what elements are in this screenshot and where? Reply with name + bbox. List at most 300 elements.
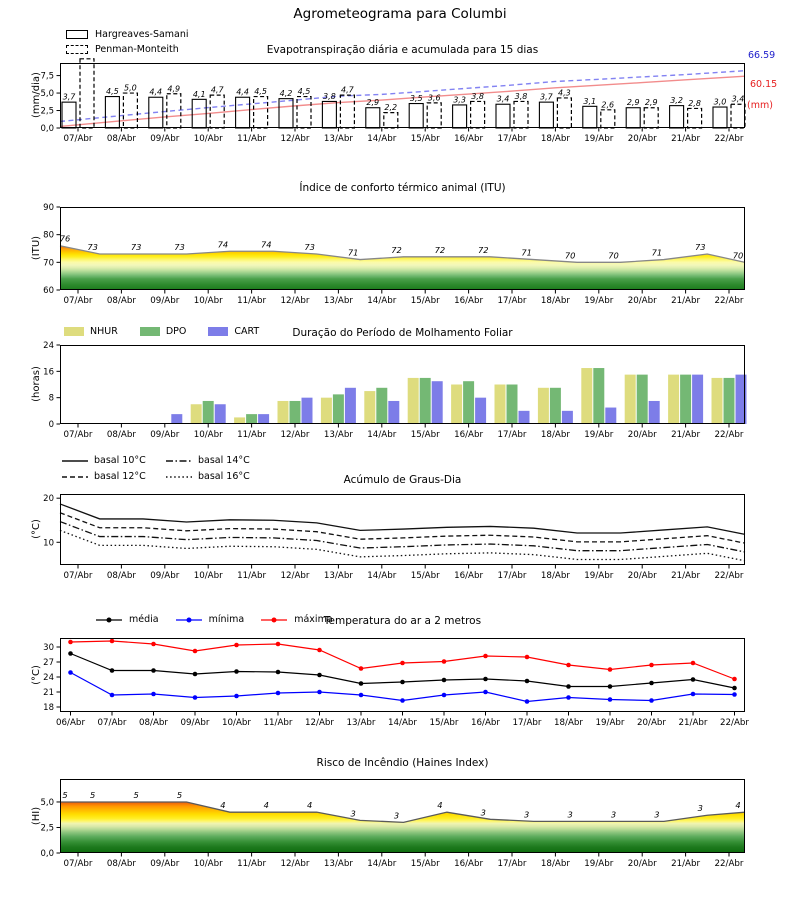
wetness-bar [376,388,387,424]
svg-text:4,2: 4,2 [279,89,293,99]
svg-text:2,9: 2,9 [626,98,640,108]
hargreaves-bar [713,107,727,128]
svg-text:4,3: 4,3 [558,88,571,98]
legend-label: Penman-Monteith [95,44,179,55]
wetness-bar [345,388,356,424]
line-dashed [60,513,745,543]
temp-series-média [68,651,737,690]
wetness-bar [475,398,486,424]
svg-text:3,3: 3,3 [453,95,466,105]
x-tick-label: 11/Abr [263,718,293,728]
x-tick-label: 15/Abr [410,571,440,581]
hargreaves-bar [322,101,336,128]
y-tick-label: 5,0 [40,89,54,100]
wetness-bar [364,391,375,424]
x-tick-label: 13/Abr [323,430,353,440]
x-tick-label: 22/Abr [714,571,744,581]
wetness-bar [519,411,530,424]
bar-value-labels [540,88,571,101]
svg-text:4: 4 [735,800,741,811]
temp-marker [68,640,73,645]
wetness-bar [171,414,182,424]
temp-marker [193,695,198,700]
x-tick-label: 22/Abr [714,134,744,144]
evapo-chart [40,63,745,144]
legend-label: basal 10°C [94,455,146,466]
x-tick-label: 12/Abr [280,571,310,581]
wetness-bar [215,404,226,424]
legend-label: Hargreaves-Samani [95,29,189,40]
svg-text:72: 72 [478,244,489,255]
temp-marker [525,655,530,660]
legend-label: mínima [208,614,245,625]
svg-text:2,6: 2,6 [601,100,615,110]
svg-text:4,4: 4,4 [236,87,249,97]
hargreaves-bar [236,97,250,128]
legend-label: CART [234,326,260,337]
temp-marker [566,663,571,668]
wetness-bar [680,375,691,424]
svg-text:71: 71 [521,247,532,258]
degreeday-ylabel: (°C) [31,519,42,539]
svg-text:3: 3 [654,809,660,820]
x-tick-label: 17/Abr [497,571,527,581]
svg-text:72: 72 [434,244,446,255]
x-tick-label: 11/Abr [237,430,267,440]
svg-text:4: 4 [220,800,226,811]
svg-text:70: 70 [564,250,576,261]
svg-text:71: 71 [347,247,359,258]
wetness-bar [712,378,723,424]
temperature-chart [43,638,750,728]
x-tick-label: 09/Abr [150,134,180,144]
svg-text:73: 73 [130,242,142,253]
y-tick-label: 10 [43,538,54,549]
y-tick-label: 80 [43,230,54,241]
bar-value-labels [323,86,355,101]
svg-text:76: 76 [59,233,71,244]
x-tick-label: 13/Abr [323,296,353,306]
x-tick-label: 15/Abr [429,718,459,728]
temp-marker [525,679,530,684]
x-tick-label: 13/Abr [323,859,353,869]
x-tick-label: 16/Abr [454,134,484,144]
svg-text:70: 70 [732,250,744,261]
hargreaves-bar [539,102,553,128]
temp-marker [691,661,696,666]
x-tick-label: 17/Abr [497,430,527,440]
svg-text:5: 5 [90,789,96,800]
x-tick-label: 17/Abr [497,134,527,144]
penman-bar [644,108,658,128]
temp-marker [732,677,737,682]
x-tick-label: 19/Abr [584,430,614,440]
svg-text:3: 3 [567,809,573,820]
area-fill [60,246,745,290]
svg-text:71: 71 [651,247,663,258]
svg-text:5: 5 [62,789,68,800]
penman-bar [557,98,571,128]
x-tick-label: 16/Abr [454,571,484,581]
degreeday-line [60,530,745,560]
degreeday-line [60,513,745,543]
temp-marker [151,668,156,673]
x-tick-label: 08/Abr [106,571,136,581]
area-fill [60,802,745,853]
x-tick-label: 12/Abr [280,296,310,306]
svg-text:3: 3 [697,803,703,814]
temp-marker [442,693,447,698]
x-tick-label: 12/Abr [280,430,310,440]
svg-text:5,0: 5,0 [124,83,137,93]
svg-text:74: 74 [217,239,229,250]
x-tick-label: 21/Abr [671,430,701,440]
temp-marker [110,693,115,698]
svg-text:4,5: 4,5 [297,87,311,97]
temp-marker [68,651,73,656]
wetness-bar [408,378,419,424]
x-tick-label: 19/Abr [595,718,625,728]
temp-marker [691,677,696,682]
temp-marker [193,672,198,677]
x-tick-label: 08/Abr [106,296,136,306]
svg-text:5: 5 [176,789,183,800]
penman-bar [688,108,702,128]
x-tick-label: 14/Abr [367,296,397,306]
wetness-bar [507,385,518,425]
degreeday-line [60,522,745,552]
x-tick-label: 10/Abr [193,571,223,581]
temp-marker [359,666,364,671]
haines-ylabel: (HI) [31,806,42,826]
temp-marker [359,681,364,686]
x-tick-label: 13/Abr [323,571,353,581]
temp-marker [317,673,322,678]
svg-text:4: 4 [307,800,313,811]
x-tick-label: 18/Abr [540,859,570,869]
svg-text:3,7: 3,7 [540,92,553,102]
x-tick-label: 22/Abr [714,859,744,869]
x-tick-label: 18/Abr [540,296,570,306]
svg-text:4,1: 4,1 [192,89,206,99]
x-tick-label: 10/Abr [193,296,223,306]
wetness-bar [637,375,648,424]
x-tick-label: 12/Abr [280,134,310,144]
x-tick-label: 15/Abr [410,859,440,869]
temp-series-mínima [68,670,737,704]
mm-unit-annotation: (mm) [747,100,773,111]
svg-text:3,4: 3,4 [731,94,745,104]
wetness-ylabel: (horas) [31,366,42,402]
wetness-bar [246,414,257,424]
wetness-bar [333,394,344,424]
bar-value-labels [583,97,614,109]
x-tick-label: 08/Abr [106,134,136,144]
x-tick-label: 20/Abr [627,430,657,440]
wetness-bar [388,401,399,424]
temp-marker [649,681,654,686]
legend-item-basal10 [62,455,166,466]
temp-marker [483,677,488,682]
svg-text:3: 3 [524,809,530,820]
wetness-chart [43,341,745,440]
penman-bar [731,104,745,128]
legend-label: média [129,614,159,625]
wetness-bar [649,401,660,424]
x-tick-label: 11/Abr [237,571,267,581]
svg-text:3: 3 [350,808,356,819]
x-tick-label: 17/Abr [497,296,527,306]
x-tick-label: 08/Abr [106,859,136,869]
penman-bar [514,101,528,128]
x-tick-label: 10/Abr [193,134,223,144]
svg-text:3,0: 3,0 [713,97,727,107]
wetness-bar [278,401,289,424]
x-tick-label: 13/Abr [346,718,376,728]
hargreaves-bar [366,108,380,128]
temp-marker [276,670,281,675]
wetness-bar [463,381,474,424]
svg-text:4,7: 4,7 [210,85,224,95]
temp-marker [151,642,156,647]
temp-marker [110,668,115,673]
x-tick-label: 15/Abr [410,430,440,440]
x-tick-label: 08/Abr [138,718,169,728]
x-tick-label: 18/Abr [540,430,570,440]
temp-marker [234,669,239,674]
hargreaves-bar [105,97,119,128]
temp-marker [649,663,654,668]
temp-marker [400,698,405,703]
x-tick-label: 20/Abr [627,296,657,306]
wetness-bar [625,375,636,424]
svg-text:2,8: 2,8 [688,98,701,108]
y-tick-label: 60 [43,286,54,296]
svg-text:3,6: 3,6 [427,93,441,103]
pm-total-annotation: 66.59 [748,50,776,61]
temp-marker [732,692,737,697]
y-tick-label: 30 [43,643,54,653]
hargreaves-bar [409,104,423,128]
temp-marker [151,692,156,697]
svg-text:3,8: 3,8 [323,91,336,101]
y-tick-label: 18 [43,703,54,713]
bar-value-labels [627,98,658,107]
x-tick-label: 12/Abr [280,859,310,869]
x-tick-label: 10/Abr [221,718,252,728]
penman-bar [123,93,137,128]
x-tick-label: 12/Abr [304,718,335,728]
temp-marker [276,642,281,647]
x-tick-label: 14/Abr [367,571,397,581]
y-tick-label: 90 [43,203,54,213]
line-solid [60,504,745,534]
svg-text:3,8: 3,8 [514,91,528,101]
wetness-bar [593,368,604,424]
x-tick-label: 21/Abr [671,571,701,581]
penman-bar [297,97,311,128]
bar-value-labels [410,93,441,103]
svg-text:2,9: 2,9 [644,98,658,108]
x-tick-label: 21/Abr [671,134,701,144]
x-tick-label: 16/Abr [454,296,484,306]
x-tick-label: 18/Abr [553,718,584,728]
wetness-bar [538,388,549,424]
hargreaves-bar [583,106,597,128]
degreeday-chart [43,494,745,581]
x-tick-label: 09/Abr [150,571,180,581]
wetness-bar [550,388,561,424]
temp-marker [566,695,571,700]
x-tick-label: 16/Abr [470,718,501,728]
y-tick-label: 0 [48,420,54,430]
y-tick-label: 0,0 [40,849,54,859]
svg-text:73: 73 [695,242,706,253]
wetness-bar [302,398,313,424]
x-tick-label: 09/Abr [150,296,180,306]
y-tick-label: 2,5 [40,823,54,834]
x-tick-label: 09/Abr [180,718,210,728]
line-dotted [60,530,745,560]
svg-text:4,5: 4,5 [106,87,119,97]
temp-marker [483,654,488,659]
temp-marker [400,680,405,685]
temp-marker [442,659,447,664]
temp-marker [649,698,654,703]
wetness-bar [581,368,592,424]
temp-marker [442,678,447,683]
wetness-bar [290,401,301,424]
x-tick-label: 22/Abr [719,718,750,728]
x-tick-label: 08/Abr [106,430,136,440]
temp-marker [525,699,530,704]
legend-label: máxima [294,614,333,625]
x-tick-label: 13/Abr [323,134,353,144]
svg-text:73: 73 [174,242,185,253]
wetness-bar [432,381,443,424]
x-tick-label: 11/Abr [237,134,267,144]
temp-marker [317,648,322,653]
line-dashdot [60,522,745,552]
svg-text:4,5: 4,5 [254,87,267,97]
temp-marker [193,649,198,654]
y-tick-label: 7,5 [40,71,54,82]
wetness-bar [451,385,462,425]
wetness-bar [605,408,616,424]
x-tick-label: 14/Abr [367,430,397,440]
evapo-ylabel: (mm/dia) [31,72,42,118]
penman-bar [80,59,94,128]
itu-title: Índice de conforto térmico animal (ITU) [299,182,506,194]
x-tick-label: 20/Abr [627,859,657,869]
svg-text:3,8: 3,8 [471,91,484,101]
temp-series-máxima [68,639,737,682]
wetness-bar [191,404,202,424]
wetness-bar [495,385,506,425]
x-tick-label: 16/Abr [454,859,484,869]
x-tick-label: 15/Abr [410,134,440,144]
temp-marker [234,643,239,648]
temp-marker [732,686,737,691]
temp-marker [317,690,322,695]
temperature-title: Temperatura do ar a 2 metros [323,615,482,627]
temp-marker [359,693,364,698]
wetness-title: Duração do Período de Molhamento Foliar [292,327,513,339]
bar-value-labels [149,84,180,96]
x-tick-label: 21/Abr [671,296,701,306]
y-tick-label: 24 [43,673,54,683]
temp-marker [400,661,405,666]
y-tick-label: 2,5 [40,106,54,117]
hargreaves-bar [279,99,293,128]
temp-marker [608,697,613,702]
y-tick-label: 0,0 [40,124,54,134]
y-tick-label: 21 [43,688,54,698]
wetness-bar [692,375,703,424]
x-tick-label: 21/Abr [671,859,701,869]
y-tick-label: 16 [43,367,54,378]
legend-label: NHUR [90,326,118,337]
legend-label: basal 16°C [198,471,250,482]
svg-text:3: 3 [610,809,617,820]
penman-bar [601,110,615,128]
x-tick-label: 17/Abr [512,718,542,728]
svg-text:73: 73 [304,242,315,253]
y-tick-label: 20 [43,494,54,505]
x-tick-label: 19/Abr [584,859,614,869]
y-tick-label: 27 [43,658,54,668]
x-tick-label: 11/Abr [237,296,267,306]
itu-ylabel: (ITU) [31,235,42,261]
x-tick-label: 18/Abr [540,134,570,144]
penman-bar [340,95,354,128]
bar-value-labels [63,93,77,102]
x-tick-label: 22/Abr [714,430,744,440]
x-tick-label: 07/Abr [63,571,93,581]
temp-marker [234,694,239,699]
x-tick-label: 07/Abr [63,296,93,306]
svg-text:3,5: 3,5 [409,94,423,104]
svg-text:3,1: 3,1 [583,96,597,106]
x-tick-label: 10/Abr [193,859,223,869]
svg-text:3,4: 3,4 [496,94,510,104]
wetness-bar [258,414,269,424]
hargreaves-bar [626,108,640,128]
hargreaves-bar [62,102,76,128]
x-tick-label: 19/Abr [584,571,614,581]
x-tick-label: 15/Abr [410,296,440,306]
x-tick-label: 07/Abr [63,134,93,144]
page-title: Agrometeograma para Columbi [293,6,507,22]
dashdot-line-sample [166,456,192,466]
wetness-bar [203,401,214,424]
temp-marker [276,691,281,696]
x-tick-label: 10/Abr [193,430,223,440]
x-tick-label: 06/Abr [55,718,86,728]
temp-marker [483,690,488,695]
legend-label: DPO [165,326,187,337]
wetness-bar [724,378,735,424]
svg-text:4,4: 4,4 [149,87,163,97]
x-tick-label: 14/Abr [387,718,418,728]
svg-text:4,7: 4,7 [341,85,354,95]
x-tick-label: 07/Abr [63,859,93,869]
x-tick-label: 07/Abr [97,718,127,728]
x-tick-label: 14/Abr [367,134,397,144]
svg-text:4: 4 [263,800,269,811]
x-tick-label: 20/Abr [636,718,667,728]
svg-text:3: 3 [393,810,400,821]
